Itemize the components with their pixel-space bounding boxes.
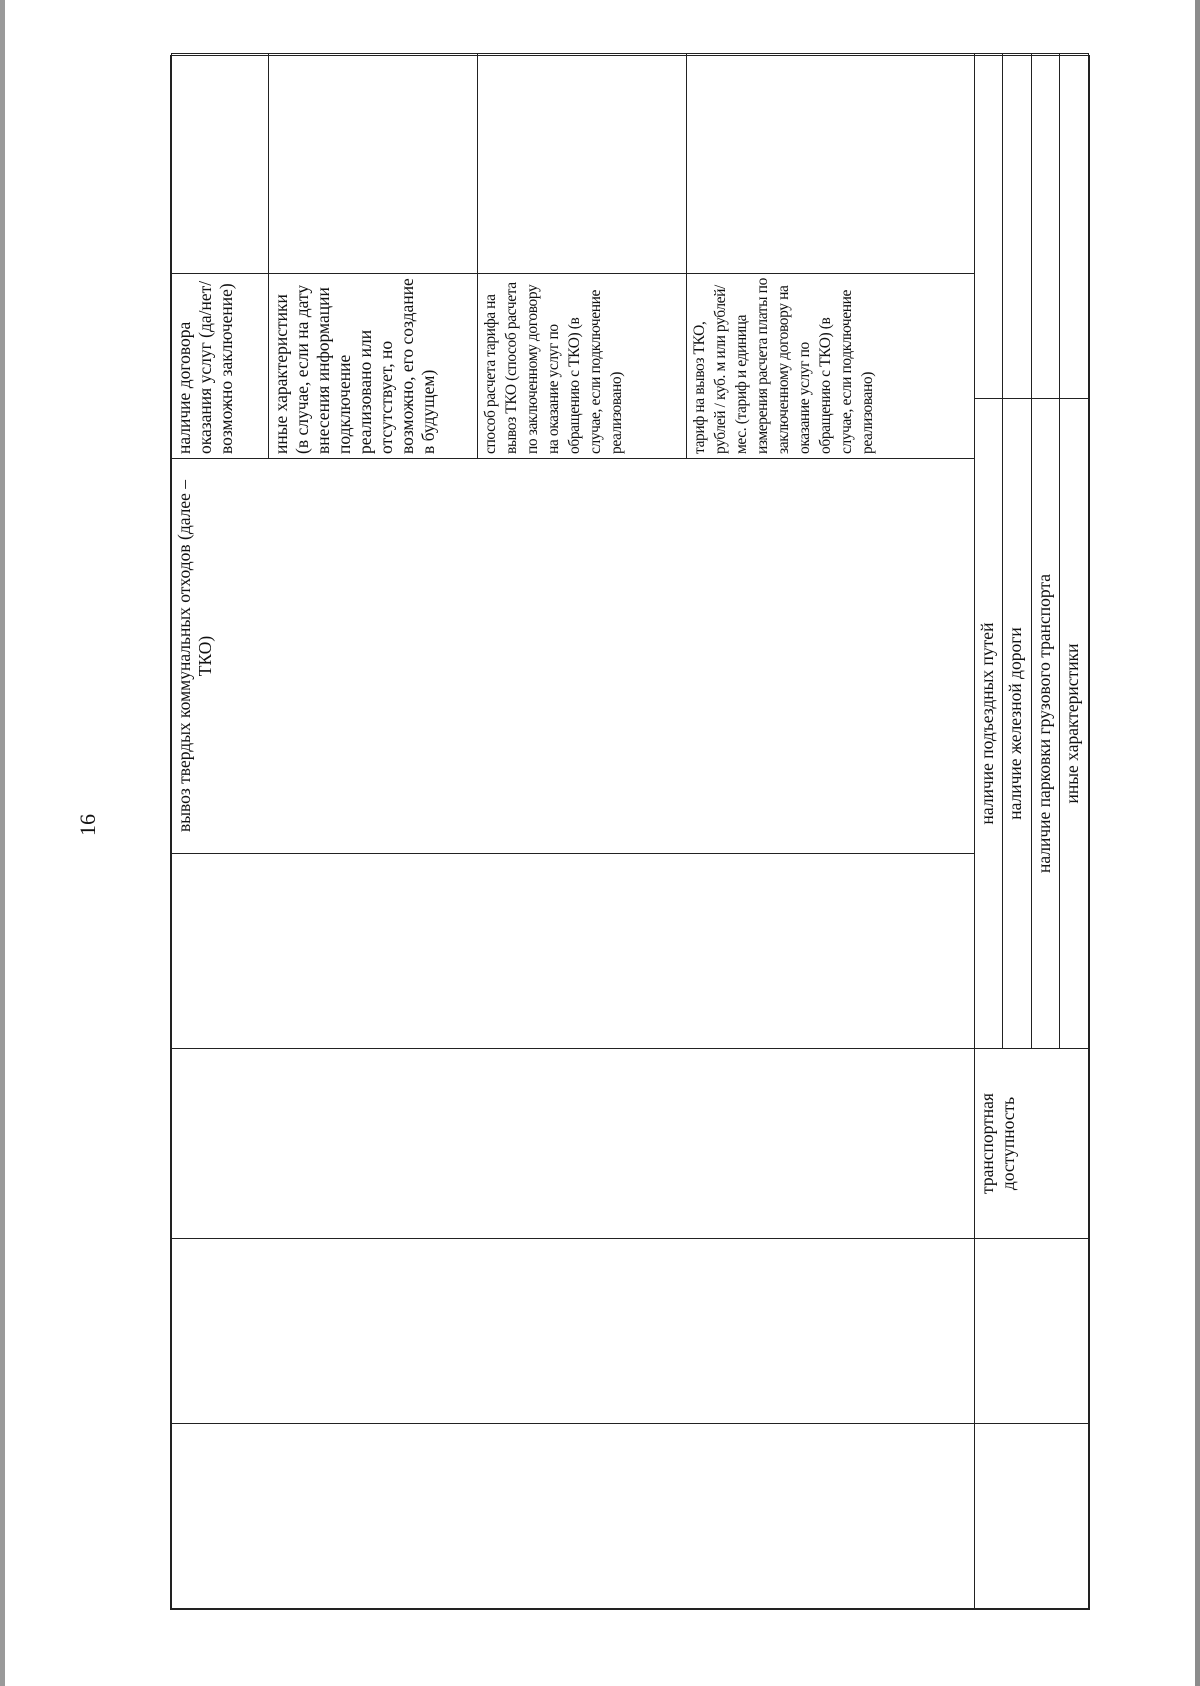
page-number: 16 (75, 814, 100, 836)
value-cell (172, 53, 269, 273)
value-cell (974, 53, 1003, 398)
empty-cell (172, 854, 975, 1049)
transport-group-label: транспортная доступность (974, 1049, 1088, 1239)
empty-cell (172, 1049, 975, 1239)
scan-edge-left (0, 0, 5, 1686)
empty-cell (172, 1239, 975, 1424)
transport-row-railway: наличие железной дороги (1003, 399, 1032, 1049)
tko-row-other: иные характеристики (в случае, если на дату внесения информации подключение реализовано или отсутствует, но возможно, его создание в будущем) (268, 273, 477, 458)
value-cell (686, 53, 974, 273)
transport-row-other: иные характеристики (1060, 399, 1089, 1049)
value-cell (1060, 53, 1089, 398)
document-table (170, 55, 1090, 1610)
value-cell (268, 53, 477, 273)
empty-cell (974, 1424, 1088, 1609)
transport-row-access-roads: наличие подъездных путей (974, 399, 1003, 1049)
tko-group-label: вывоз твердых коммунальных отходов (далее – ТКО) (172, 459, 975, 854)
characteristics-table (171, 53, 1089, 1609)
tko-row-contract: наличие договора оказания услуг (да/нет/возможно заключение) (172, 273, 269, 458)
scan-edge-right (1195, 0, 1200, 1686)
value-cell (1031, 53, 1060, 398)
tko-row-tariff: тариф на вывоз ТКО, рублей / куб. м или рублей/мес. (тариф и единица измерения расчета платы по заключенному договору на оказание услуг по обращению с ТКО) (в случае, если подключение реализовано) (686, 273, 974, 458)
document-table-frame (170, 55, 1090, 1610)
empty-cell (172, 1424, 975, 1609)
tko-row-calc-method: способ расчета тарифа на вывоз ТКО (способ расчета по заключенному договору на оказание услуг по обращению с ТКО) (в случае, если подключение реализовано) (477, 273, 686, 458)
value-cell (477, 53, 686, 273)
transport-row-truck-parking: наличие парковки грузового транспорта (1031, 399, 1060, 1049)
value-cell (1003, 53, 1032, 398)
table-row (172, 53, 269, 1608)
empty-cell (974, 1239, 1088, 1424)
table-row (974, 53, 1003, 1608)
